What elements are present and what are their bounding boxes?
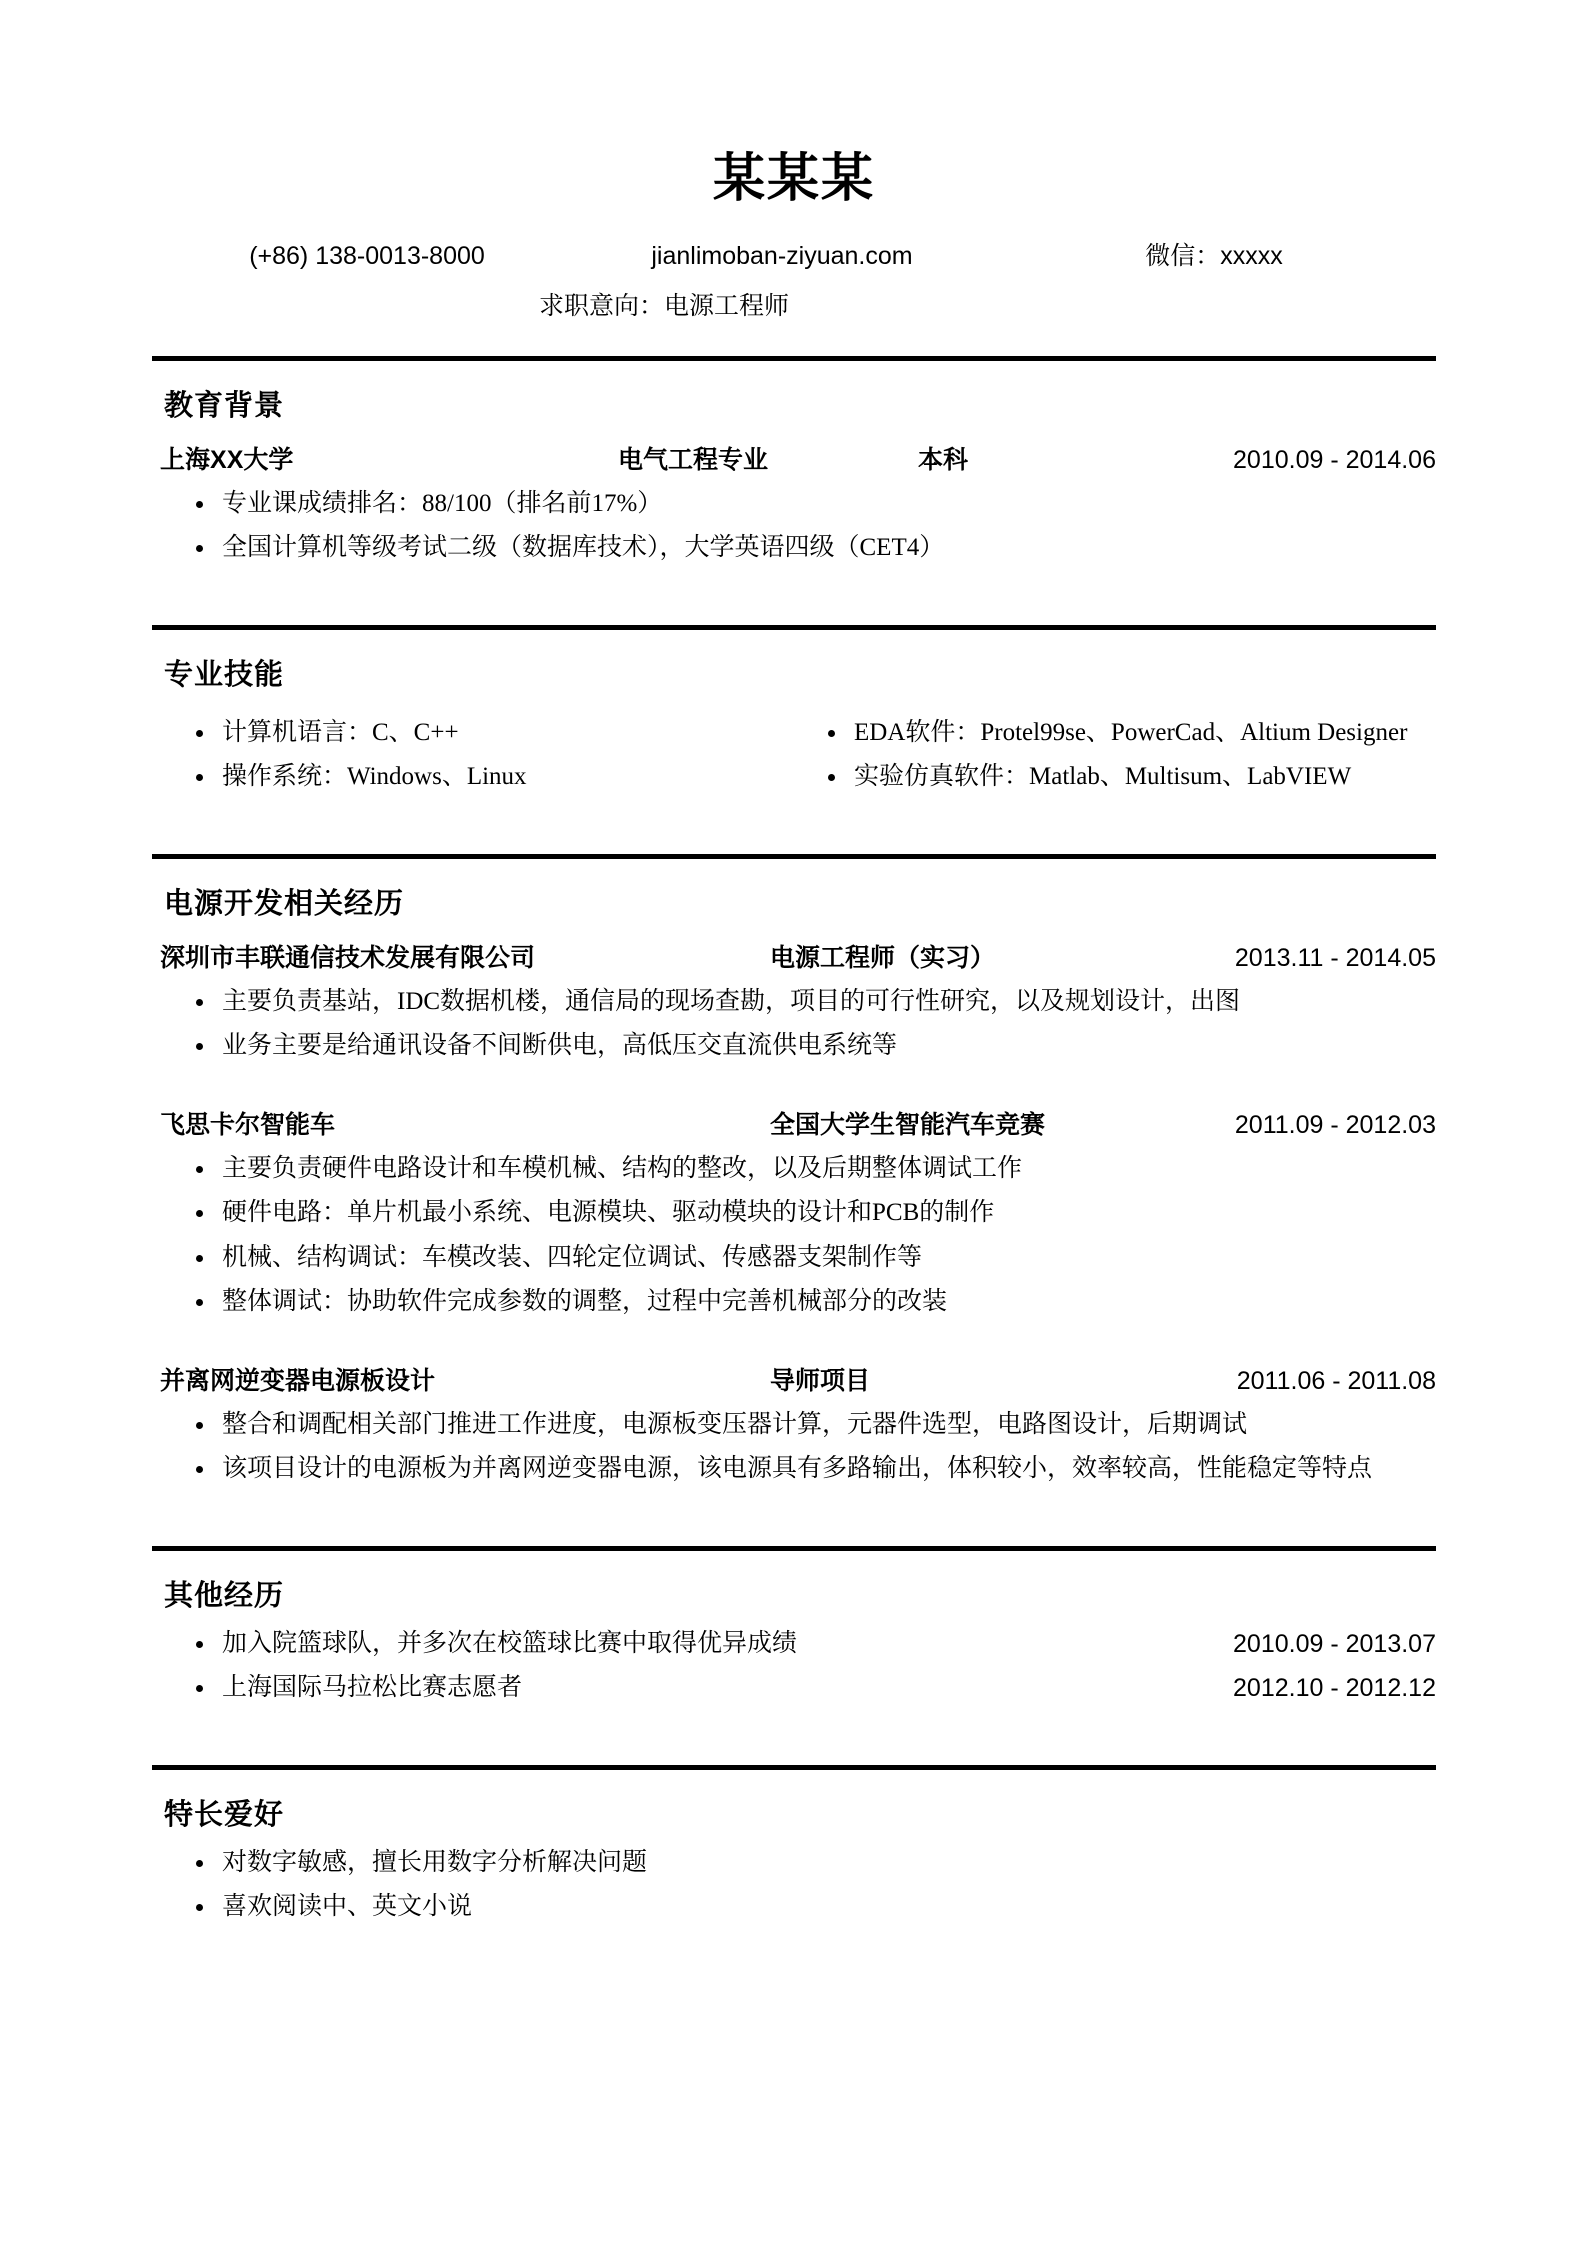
education-degree: 本科 bbox=[918, 446, 969, 474]
list-item: 整体调试：协助软件完成参数的调整，过程中完善机械部分的改装 bbox=[152, 1282, 1436, 1323]
experience-bullets bbox=[152, 982, 1436, 1067]
section-title-skills: 专业技能 bbox=[164, 658, 285, 691]
experience-role: 电源工程师（实习） bbox=[770, 944, 996, 972]
contact-website: jianlimoban-ziyuan.com bbox=[651, 241, 913, 270]
section-hobbies bbox=[152, 1765, 1436, 1928]
school-suffix: 大学 bbox=[243, 446, 294, 474]
list-item: 机械、结构调试：车模改装、四轮定位调试、传感器支架制作等 bbox=[152, 1238, 1436, 1279]
education-school bbox=[152, 440, 618, 476]
section-other-experience bbox=[152, 1546, 1436, 1709]
experience-org: 并离网逆变器电源板设计 bbox=[160, 1367, 436, 1395]
list-item bbox=[152, 1668, 1436, 1709]
school-prefix: 上海 bbox=[160, 446, 211, 474]
experience-entry-row bbox=[152, 1105, 1436, 1141]
section-title-other-experience: 其他经历 bbox=[164, 1579, 285, 1612]
other-experience-text: 上海国际马拉松比赛志愿者 bbox=[222, 1674, 523, 1702]
skills-column-left bbox=[152, 705, 794, 802]
section-skills bbox=[152, 625, 1436, 802]
experience-bullets bbox=[152, 1405, 1436, 1490]
section-divider bbox=[152, 854, 1436, 859]
experience-date: 2013.11 - 2014.05 bbox=[1234, 943, 1436, 972]
contact-phone: (+86) 138-0013-8000 bbox=[249, 241, 485, 270]
section-divider bbox=[152, 1546, 1436, 1551]
list-item: 整合和调配相关部门推进工作进度，电源板变压器计算，元器件选型，电路图设计，后期调试 bbox=[152, 1405, 1436, 1446]
school-bold-part: XX bbox=[210, 445, 244, 474]
list-item: 计算机语言：C、C++ bbox=[152, 713, 794, 754]
contact-row bbox=[152, 236, 1436, 272]
list-item: 主要负责硬件电路设计和车模机械、结构的整改，以及后期整体调试工作 bbox=[152, 1149, 1436, 1190]
experience-org: 深圳市丰联通信技术发展有限公司 bbox=[160, 944, 536, 972]
list-item: 硬件电路：单片机最小系统、电源模块、驱动模块的设计和PCB的制作 bbox=[152, 1193, 1436, 1234]
list-item: 业务主要是给通讯设备不间断供电，高低压交直流供电系统等 bbox=[152, 1026, 1436, 1067]
education-bullets bbox=[152, 484, 1436, 569]
experience-entry bbox=[152, 1105, 1436, 1323]
education-entry-row bbox=[152, 440, 1436, 476]
section-title-hobbies: 特长爱好 bbox=[164, 1798, 285, 1831]
experience-entry bbox=[152, 938, 1436, 1067]
experience-role: 全国大学生智能汽车竞赛 bbox=[770, 1111, 1046, 1139]
education-major: 电气工程专业 bbox=[618, 446, 769, 474]
experience-bullets bbox=[152, 1149, 1436, 1323]
hobbies-list bbox=[152, 1843, 1436, 1928]
section-experience bbox=[152, 854, 1436, 1490]
experience-entry-row bbox=[152, 1361, 1436, 1397]
education-date: 2010.09 - 2014.06 bbox=[1233, 445, 1436, 474]
skills-list-right bbox=[794, 713, 1436, 798]
section-divider bbox=[152, 356, 1436, 361]
list-item: 专业课成绩排名：88/100（排名前17%） bbox=[152, 484, 1436, 525]
experience-entry-row bbox=[152, 938, 1436, 974]
experience-entry bbox=[152, 1361, 1436, 1490]
job-objective: 求职意向：电源工程师 bbox=[538, 291, 789, 320]
experience-org: 飞思卡尔智能车 bbox=[160, 1111, 336, 1139]
skills-column-right bbox=[794, 705, 1436, 802]
section-education bbox=[152, 356, 1436, 569]
experience-date: 2011.09 - 2012.03 bbox=[1234, 1110, 1436, 1139]
list-item: 喜欢阅读中、英文小说 bbox=[152, 1887, 1436, 1928]
list-item: 全国计算机等级考试二级（数据库技术），大学英语四级（CET4） bbox=[152, 528, 1436, 569]
candidate-name: 某某某 bbox=[712, 151, 875, 208]
skills-grid bbox=[152, 705, 1436, 802]
list-item: EDA软件：Protel99se、PowerCad、Altium Designer bbox=[794, 713, 1436, 754]
contact-wechat: 微信：xxxxx bbox=[1145, 241, 1283, 270]
other-experience-list bbox=[152, 1624, 1436, 1709]
other-experience-text: 加入院篮球队，并多次在校篮球比赛中取得优异成绩 bbox=[222, 1629, 798, 1657]
list-item: 操作系统：Windows、Linux bbox=[152, 757, 794, 798]
section-divider bbox=[152, 1765, 1436, 1770]
list-item: 主要负责基站，IDC数据机楼，通信局的现场查勘，项目的可行性研究，以及规划设计，出图 bbox=[152, 982, 1436, 1023]
skills-list-left bbox=[152, 713, 794, 798]
resume-content bbox=[152, 0, 1436, 1932]
experience-role: 导师项目 bbox=[770, 1367, 871, 1395]
experience-date: 2011.06 - 2011.08 bbox=[1236, 1366, 1436, 1395]
section-divider bbox=[152, 625, 1436, 630]
list-item bbox=[152, 1624, 1436, 1665]
list-item: 对数字敏感，擅长用数字分析解决问题 bbox=[152, 1843, 1436, 1884]
other-experience-date: 2010.09 - 2013.07 bbox=[1233, 1629, 1436, 1658]
list-item: 实验仿真软件：Matlab、Multisum、LabVIEW bbox=[794, 757, 1436, 798]
other-experience-date: 2012.10 - 2012.12 bbox=[1233, 1674, 1436, 1703]
section-title-education: 教育背景 bbox=[164, 389, 285, 422]
list-item: 该项目设计的电源板为并离网逆变器电源，该电源具有多路输出，体积较小，效率较高，性能稳定等特点 bbox=[152, 1449, 1436, 1490]
section-title-experience: 电源开发相关经历 bbox=[164, 887, 405, 920]
